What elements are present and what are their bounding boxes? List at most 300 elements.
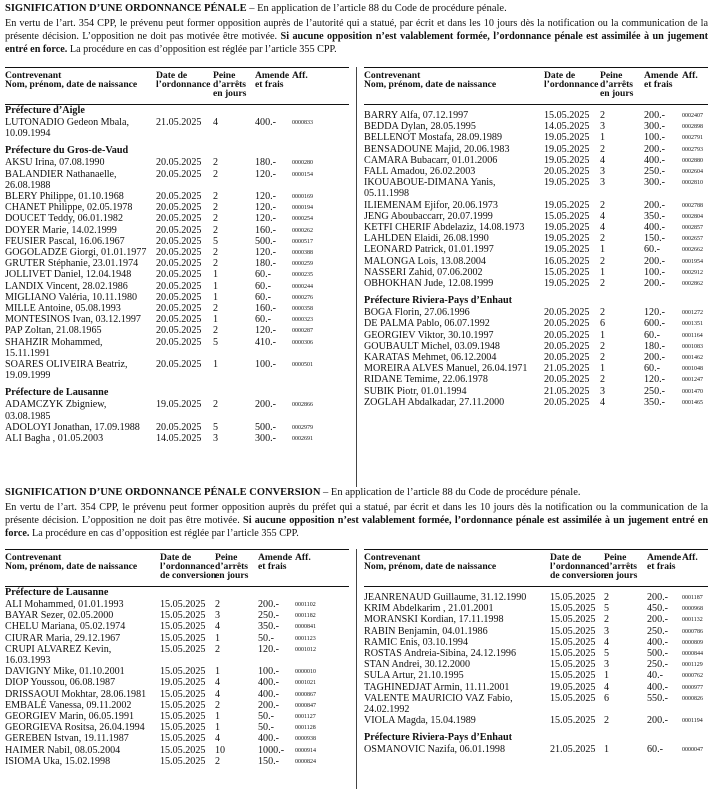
header-peine: Peine <box>213 70 236 81</box>
ordonnance-date: 15.05.2025 <box>550 692 596 704</box>
contrevenant-name: LAHLDEN Elaidi, 26.08.1990 <box>364 233 489 245</box>
peine-jours: 2 <box>604 614 610 626</box>
rows-container <box>364 110 708 408</box>
table-row <box>5 599 349 610</box>
table-row <box>364 307 708 318</box>
contrevenant-name: ZOGLAH Abdalkadar, 27.11.2000 <box>364 396 505 408</box>
contrevenant-name: SHAHZIR Mohammed, 15.11.1991 <box>5 336 103 359</box>
amende-frais: 60.- <box>644 329 660 341</box>
affaire-number: 0000786 <box>682 628 703 635</box>
ordonnance-date: 20.05.2025 <box>544 329 590 341</box>
header-frais: et frais <box>647 561 676 572</box>
affaire-number: 0000306 <box>292 339 313 346</box>
amende-frais: 500.- <box>255 235 277 247</box>
contrevenant-name: NASSERI Zahid, 07.06.2002 <box>364 266 483 278</box>
header-ordonnance: l’ordonnance <box>544 79 599 90</box>
peine-jours: 2 <box>213 191 219 203</box>
table-row <box>364 603 708 614</box>
contrevenant-name: CHANET Philippe, 02.05.1978 <box>5 202 133 214</box>
header-date: Date de <box>550 552 582 563</box>
ordonnance-date: 15.05.2025 <box>160 610 206 622</box>
amende-frais: 400.- <box>258 733 280 745</box>
amende-frais: 400.- <box>644 222 666 234</box>
affaire-number: 0002857 <box>682 225 703 232</box>
amende-frais: 500.- <box>647 648 669 660</box>
contrevenant-name: ADOLOYI Jonathan, 17.09.1988 <box>5 421 140 433</box>
peine-jours: 2 <box>600 307 606 319</box>
affaire-number: 0000262 <box>292 227 313 234</box>
amende-frais: 200.- <box>644 143 666 155</box>
affaire-number: 0002912 <box>682 269 703 276</box>
contrevenant-name: DAVIGNY Mike, 01.10.2001 <box>5 666 125 678</box>
peine-jours: 1 <box>215 722 221 734</box>
table-row <box>5 303 349 314</box>
table-left-column <box>5 549 349 767</box>
amende-frais: 60.- <box>647 744 663 756</box>
affaire-number: 0001187 <box>682 595 703 601</box>
peine-jours: 1 <box>604 670 610 682</box>
affaire-number: 0000280 <box>292 160 313 167</box>
table-row <box>5 711 349 722</box>
header-date: Date de <box>544 70 576 81</box>
ordonnance-date: 20.05.2025 <box>544 318 590 330</box>
table-row <box>364 330 708 341</box>
amende-frais: 40.- <box>647 670 663 682</box>
header-amende: Amende <box>644 70 679 81</box>
peine-jours: 1 <box>215 666 221 678</box>
peine-jours: 3 <box>215 610 221 622</box>
amende-frais: 50.- <box>258 632 274 644</box>
table-row <box>5 169 349 191</box>
contrevenant-name: VALENTE MAURICIO VAZ Fabio, 24.02.1992 <box>364 692 513 716</box>
contrevenant-name: GOUBAULT Michel, 03.09.1948 <box>364 340 500 352</box>
table-row <box>5 689 349 700</box>
peine-jours: 3 <box>604 625 610 637</box>
affaire-number: 0001164 <box>682 332 703 339</box>
amende-frais: 350.- <box>644 210 666 222</box>
amende-frais: 100.- <box>644 266 666 278</box>
contrevenant-name: EMBALÉ Vanessa, 09.11.2002 <box>5 699 132 711</box>
peine-jours: 4 <box>600 154 606 166</box>
peine-jours: 2 <box>600 352 606 364</box>
affaire-number: 0000169 <box>292 194 313 201</box>
contrevenant-name: LUTONADIO Gedeon Mbala, 10.09.1994 <box>5 117 129 140</box>
section-intro <box>5 17 708 56</box>
header-peine: Peine <box>600 70 623 81</box>
contrevenant-name: CRUPI ALVAREZ Kevin, 16.03.1993 <box>5 643 112 667</box>
contrevenant-name: RIDANE Temime, 22.06.1978 <box>364 374 488 386</box>
peine-jours: 2 <box>215 599 221 610</box>
table-row <box>5 756 349 767</box>
table-row <box>364 682 708 693</box>
table-row <box>364 278 708 289</box>
contrevenant-name: OSMANOVIC Nazifa, 06.01.1998 <box>364 744 506 756</box>
affaire-number: 0000841 <box>295 624 316 631</box>
contrevenant-name: HAIMER Nabil, 08.05.2004 <box>5 744 121 756</box>
table-row <box>5 700 349 711</box>
amende-frais: 120.- <box>255 213 277 225</box>
affaire-number: 0000235 <box>292 272 313 279</box>
contrevenant-name: ALI Mohammed, 01.01.1993 <box>5 599 124 610</box>
peine-jours: 3 <box>600 177 606 189</box>
table-row <box>364 592 708 603</box>
contrevenant-name: LANDIX Vincent, 28.02.1986 <box>5 280 128 292</box>
contrevenant-name: RAMIC Enis, 03.10.1994 <box>364 636 469 648</box>
header-contrevenant: Contrevenant <box>364 70 421 81</box>
ordonnance-date: 15.05.2025 <box>160 621 206 633</box>
section-title-bold: SIGNIFICATION D’UNE ORDONNANCE PÉNALE CONVERSION <box>5 487 321 498</box>
affaire-number: 0000938 <box>295 736 316 743</box>
affaire-number: 0000762 <box>682 673 703 680</box>
contrevenant-name: MORANSKI Kordian, 17.11.1998 <box>364 614 504 626</box>
table-row <box>364 121 708 132</box>
table-row <box>364 648 708 659</box>
affaire-number: 0001083 <box>682 343 703 350</box>
amende-frais: 350.- <box>644 396 666 408</box>
ordonnance-date: 15.05.2025 <box>160 599 206 610</box>
peine-jours: 5 <box>604 648 610 660</box>
affaire-number: 0000833 <box>292 120 313 126</box>
amende-frais: 200.- <box>647 715 669 727</box>
prefecture-heading: Préfecture Riviera-Pays d’Enhaut <box>364 295 513 307</box>
peine-jours: 4 <box>215 733 221 745</box>
amende-frais: 120.- <box>644 374 666 386</box>
contrevenant-name: MONTESINOS Ivan, 03.12.1997 <box>5 314 141 326</box>
contrevenant-name: DE PALMA Pablo, 06.07.1992 <box>364 318 490 330</box>
ordonnance-date: 15.05.2025 <box>550 625 596 637</box>
section-ordonnance-conversion <box>5 486 708 788</box>
peine-jours: 1 <box>213 359 219 371</box>
affaire-number: 0000047 <box>682 747 703 754</box>
amende-frais: 200.- <box>255 399 277 411</box>
table-row <box>364 110 708 121</box>
contrevenant-name: CIURAR Maria, 29.12.1967 <box>5 632 121 644</box>
ordonnance-date: 15.05.2025 <box>160 632 206 644</box>
table-row <box>5 610 349 621</box>
peine-jours: 1 <box>213 314 219 326</box>
ordonnance-date: 19.05.2025 <box>544 244 590 256</box>
peine-jours: 1 <box>215 632 221 644</box>
peine-jours: 3 <box>600 121 606 133</box>
contrevenant-name: KETFI CHERIF Abdelaziz, 14.08.1973 <box>364 222 525 234</box>
contrevenant-name: DIOP Youssou, 06.08.1987 <box>5 677 116 689</box>
peine-jours: 2 <box>213 224 219 236</box>
peine-jours: 4 <box>215 688 221 700</box>
affaire-number: 0001462 <box>682 355 703 362</box>
peine-jours: 4 <box>600 396 606 408</box>
intro-bold-text: Si aucune opposition n’est valablement formée, l’ordonnance pénale est assimilée à un jugement entré en force. <box>5 515 708 539</box>
affaire-number: 0002793 <box>682 146 703 153</box>
ordonnance-date: 15.05.2025 <box>550 670 596 682</box>
affaire-number: 0001129 <box>682 662 703 669</box>
peine-jours: 2 <box>600 374 606 386</box>
peine-jours: 2 <box>213 247 219 259</box>
table-row <box>364 211 708 222</box>
ordonnance-date: 20.05.2025 <box>156 247 202 259</box>
contrevenant-name: JENG Aboubaccarr, 20.07.1999 <box>364 210 493 222</box>
contrevenant-name: MOREIRA ALVES Manuel, 26.04.1971 <box>364 363 528 375</box>
ordonnance-date: 20.05.2025 <box>544 352 590 364</box>
contrevenant-name: BLERY Philippe, 01.10.1968 <box>5 191 124 203</box>
table-row <box>364 200 708 211</box>
affaire-number: 0002691 <box>292 436 313 443</box>
contrevenant-name: BOGA Florin, 27.06.1996 <box>364 307 470 319</box>
table-row <box>364 659 708 670</box>
contrevenant-name: SULA Artur, 21.10.1995 <box>364 670 464 682</box>
affaire-number: 0000287 <box>292 328 313 335</box>
affaire-number: 0000244 <box>292 283 313 290</box>
ordonnance-date: 20.05.2025 <box>156 258 202 270</box>
affaire-number: 0001102 <box>295 602 316 608</box>
peine-jours: 2 <box>215 643 221 655</box>
contrevenant-name: GEORGIEVA Rositsa, 26.04.1994 <box>5 722 145 734</box>
peine-jours: 1 <box>213 280 219 292</box>
header-en-jours: en jours <box>215 570 249 581</box>
rows-container <box>5 105 349 444</box>
ordonnance-date: 20.05.2025 <box>156 235 202 247</box>
table-row <box>364 222 708 233</box>
header-nom: Nom, prénom, date de naissance <box>364 561 497 572</box>
table-row <box>5 202 349 213</box>
contrevenant-name: FEUSIER Pascal, 16.06.1967 <box>5 235 125 247</box>
affaire-number: 0001194 <box>682 718 703 725</box>
prefecture-heading: Préfecture de Lausanne <box>5 587 109 598</box>
table-right-column <box>364 67 708 408</box>
peine-jours: 4 <box>600 210 606 222</box>
table-row <box>364 715 708 726</box>
ordonnance-date: 20.05.2025 <box>544 396 590 408</box>
table-row <box>5 213 349 224</box>
table-row <box>5 292 349 303</box>
amende-frais: 450.- <box>647 603 669 615</box>
rows-container <box>5 587 349 767</box>
ordonnance-date: 15.05.2025 <box>544 110 590 121</box>
affaire-number: 0001127 <box>295 714 316 721</box>
table-row <box>5 247 349 258</box>
peine-jours: 5 <box>213 421 219 433</box>
amende-frais: 200.- <box>647 614 669 626</box>
ordonnance-date: 15.05.2025 <box>550 614 596 626</box>
affaire-number: 0000194 <box>292 205 313 212</box>
amende-frais: 60.- <box>255 314 271 326</box>
section-ordonnance-penale <box>5 2 708 490</box>
table-row <box>364 397 708 408</box>
table-row <box>364 144 708 155</box>
header-aff: Aff. <box>292 70 308 81</box>
ordonnance-date: 14.05.2025 <box>156 433 202 445</box>
ordonnance-date: 19.05.2025 <box>156 399 202 411</box>
ordonnance-date: 21.05.2025 <box>544 385 590 397</box>
table-row <box>364 155 708 166</box>
affaire-number: 0001247 <box>682 377 703 384</box>
header-amende: Amende <box>647 552 682 563</box>
affaire-number: 0001021 <box>295 680 316 687</box>
prefecture-heading: Préfecture d’Aigle <box>5 105 85 116</box>
contrevenant-name: RABIN Benjamin, 04.01.1986 <box>364 625 488 637</box>
ordonnance-date: 19.05.2025 <box>544 177 590 189</box>
table-row <box>5 745 349 756</box>
table-row <box>364 177 708 199</box>
contrevenant-name: KRIM Abdelkarim , 21.01.2001 <box>364 603 494 615</box>
affaire-number: 0000826 <box>682 695 703 702</box>
section-title-rest: – En application de l’article 88 du Code de procédure pénale. <box>320 487 581 498</box>
ordonnance-date: 20.05.2025 <box>156 291 202 303</box>
ordonnance-date: 20.05.2025 <box>156 224 202 236</box>
table-row <box>364 166 708 177</box>
peine-jours: 2 <box>213 399 219 411</box>
amende-frais: 60.- <box>255 291 271 303</box>
table-row <box>364 318 708 329</box>
amende-frais: 120.- <box>258 643 280 655</box>
ordonnance-date: 15.05.2025 <box>160 755 206 767</box>
header-nom: Nom, prénom, date de naissance <box>5 561 138 572</box>
ordonnance-date: 15.05.2025 <box>544 210 590 222</box>
contrevenant-name: JEANRENAUD Guillaume, 31.12.1990 <box>364 592 527 603</box>
peine-jours: 2 <box>600 340 606 352</box>
ordonnance-date: 20.05.2025 <box>156 359 202 371</box>
contrevenant-name: GEORGIEV Viktor, 30.10.1997 <box>364 329 494 341</box>
table-row <box>5 621 349 632</box>
contrevenant-name: BEDDA Dylan, 28.05.1995 <box>364 121 476 133</box>
table-row <box>5 157 349 168</box>
peine-jours: 2 <box>600 233 606 245</box>
header-amende: Amende <box>255 70 290 81</box>
section-title-bold: SIGNIFICATION D’UNE ORDONNANCE PÉNALE <box>5 3 247 14</box>
affaire-number: 0000517 <box>292 238 313 245</box>
contrevenant-name: SOARES OLIVEIRA Beatriz, 19.09.1999 <box>5 359 128 382</box>
amende-frais: 200.- <box>644 352 666 364</box>
amende-frais: 400.- <box>258 677 280 689</box>
peine-jours: 1 <box>213 291 219 303</box>
header-arrets: d’arrêts <box>215 561 249 572</box>
table-row <box>5 733 349 744</box>
affaire-number: 0001351 <box>682 321 703 328</box>
table-header <box>5 549 349 587</box>
ordonnance-date: 15.05.2025 <box>160 666 206 678</box>
header-aff: Aff. <box>295 552 311 563</box>
table-row <box>5 314 349 325</box>
peine-jours: 1 <box>600 244 606 256</box>
peine-jours: 2 <box>213 202 219 214</box>
contrevenant-name: MALONGA Lois, 13.08.2004 <box>364 255 486 267</box>
contrevenant-name: GRUTER Stéphanie, 23.01.1974 <box>5 258 139 270</box>
amende-frais: 150.- <box>644 233 666 245</box>
ordonnance-date: 20.05.2025 <box>156 303 202 315</box>
affaire-number: 0001272 <box>682 310 703 317</box>
amende-frais: 300.- <box>644 121 666 133</box>
table-header <box>364 549 708 587</box>
header-arrets: d’arrêts <box>600 79 634 90</box>
affaire-number: 0002810 <box>682 180 703 187</box>
amende-frais: 50.- <box>258 711 274 723</box>
affaire-number: 0000154 <box>292 171 313 178</box>
table-row <box>364 744 708 755</box>
header-aff: Aff. <box>682 70 698 81</box>
header-de-conversion: de conversion <box>550 570 607 581</box>
amende-frais: 300.- <box>644 177 666 189</box>
amende-frais: 120.- <box>644 307 666 319</box>
affaire-number: 0000847 <box>295 702 316 709</box>
table-header <box>364 67 708 105</box>
ordonnance-date: 14.05.2025 <box>544 121 590 133</box>
amende-frais: 250.- <box>644 166 666 178</box>
ordonnance-date: 20.05.2025 <box>156 213 202 225</box>
table-row <box>364 352 708 363</box>
ordonnance-date: 15.05.2025 <box>160 722 206 734</box>
affaire-number: 0001132 <box>682 617 703 624</box>
header-ordonnance: l’ordonnance <box>160 561 215 572</box>
contrevenant-name: DOYER Marie, 14.02.1999 <box>5 224 117 236</box>
table-row <box>5 225 349 236</box>
contrevenant-name: AKSU Irina, 07.08.1990 <box>5 157 105 169</box>
amende-frais: 60.- <box>644 363 660 375</box>
affaire-number: 0001465 <box>682 399 703 406</box>
ordonnance-date: 19.05.2025 <box>544 233 590 245</box>
affaire-number: 0001128 <box>295 725 316 732</box>
amende-frais: 160.- <box>255 224 277 236</box>
amende-frais: 150.- <box>258 755 280 767</box>
section-title-rest: – En application de l’article 88 du Code de procédure pénale. <box>246 3 507 14</box>
amende-frais: 120.- <box>255 168 277 180</box>
amende-frais: 160.- <box>255 303 277 315</box>
peine-jours: 1 <box>213 269 219 281</box>
ordonnance-date: 19.05.2025 <box>544 199 590 211</box>
table-row <box>5 666 349 677</box>
table-row <box>364 132 708 143</box>
amende-frais: 250.- <box>644 385 666 397</box>
affaire-number: 0000968 <box>682 606 703 613</box>
contrevenant-name: ILIEMENAM Ejifor, 20.06.1973 <box>364 199 498 211</box>
table-row <box>5 117 349 139</box>
amende-frais: 500.- <box>255 421 277 433</box>
amende-frais: 60.- <box>255 280 271 292</box>
contrevenant-name: CAMARA Bubacarr, 01.01.2006 <box>364 154 498 166</box>
ordonnance-date: 15.05.2025 <box>160 711 206 723</box>
contrevenant-name: LEONARD Patrick, 01.01.1997 <box>364 244 494 256</box>
ordonnance-date: 19.05.2025 <box>544 222 590 234</box>
amende-frais: 200.- <box>258 699 280 711</box>
amende-frais: 180.- <box>255 258 277 270</box>
amende-frais: 180.- <box>255 157 277 169</box>
ordonnance-date: 19.05.2025 <box>544 278 590 290</box>
header-peine: Peine <box>604 552 627 563</box>
table-row <box>5 281 349 292</box>
header-de-conversion: de conversion <box>160 570 217 581</box>
peine-jours: 4 <box>215 621 221 633</box>
peine-jours: 2 <box>600 110 606 121</box>
ordonnance-date: 15.05.2025 <box>550 659 596 671</box>
ordonnance-date: 21.05.2025 <box>550 744 596 756</box>
ordonnance-date: 19.05.2025 <box>544 143 590 155</box>
amende-frais: 600.- <box>644 318 666 330</box>
amende-frais: 180.- <box>644 340 666 352</box>
table-row <box>5 722 349 733</box>
table-row <box>5 236 349 247</box>
contrevenant-name: JOLLIVET Daniel, 12.04.1948 <box>5 269 132 281</box>
table-row <box>364 341 708 352</box>
contrevenant-name: STAN Andrei, 30.12.2000 <box>364 659 471 671</box>
table-row <box>364 693 708 715</box>
contrevenant-name: FALL Amadou, 26.02.2003 <box>364 166 476 178</box>
header-ordonnance: l’ordonnance <box>156 79 211 90</box>
ordonnance-date: 19.05.2025 <box>544 154 590 166</box>
peine-jours: 2 <box>600 278 606 290</box>
peine-jours: 2 <box>213 325 219 337</box>
peine-jours: 1 <box>600 132 606 144</box>
peine-jours: 4 <box>604 636 610 648</box>
table-row <box>364 637 708 648</box>
affaire-number: 0000388 <box>292 250 313 257</box>
